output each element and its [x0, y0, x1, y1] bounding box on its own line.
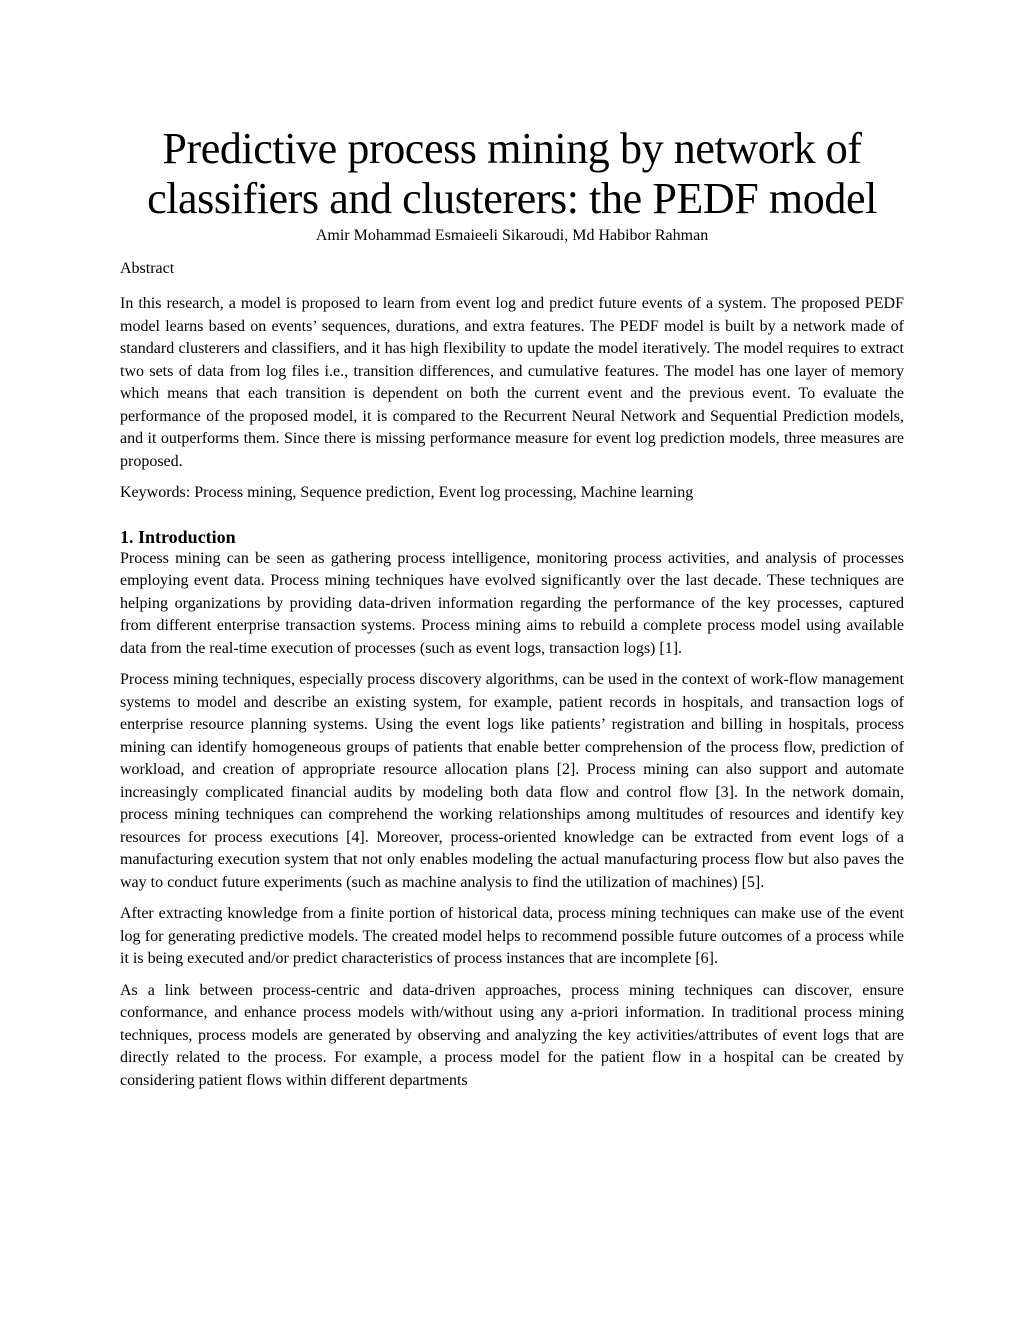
- paper-title: [120, 124, 904, 224]
- intro-paragraph-3: After extracting knowledge from a finite portion of historical data, process mining techniques can make use of the event log for generating predictive models. The created model helps to recommend possible future outcomes of a process while it is being executed and/or predict characteristics of process instances that are incomplete [6].: [120, 905, 904, 967]
- abstract-heading: Abstract: [120, 260, 175, 277]
- intro-paragraph-2: Process mining techniques, especially process discovery algorithms, can be used in the context of work-flow management systems to model and describe an existing system, for example, patient records in hospitals, and transaction logs of enterprise resource planning systems. Using the event logs like patients’ registration and billing in hospitals, process mining can identify homogeneous groups of patients that enable better comprehension of the process flow, prediction of workload, and creation of appropriate resource allocation plans [2]. Process mining can also support and automate increasingly complicated financial audits by modeling both data flow and control flow [3]. In the network domain, process mining techniques can comprehend the working relationships among multitudes of resources and identify key resources for process executions [4]. Moreover, process-oriented knowledge can be extracted from event logs of a manufacturing execution system that not only enables modeling the actual manufacturing process flow but also paves the way to conduct future experiments (such as machine analysis to find the utilization of machines) [5].: [120, 671, 904, 891]
- title-line-1: Predictive process mining by network of: [162, 124, 862, 173]
- author-list: Amir Mohammad Esmaieeli Sikaroudi, Md Habibor Rahman: [315, 227, 709, 244]
- keywords: Keywords: Process mining, Sequence prediction, Event log processing, Machine learning: [120, 484, 694, 501]
- abstract-text: In this research, a model is proposed to learn from event log and predict future events of a system. The proposed PEDF model learns based on events’ sequences, durations, and extra features. The PEDF model is built by a network made of standard clusterers and classifiers, and it has high flexibility to update the model iteratively. The model requires to extract two sets of data from log files i.e., transition differences, and cumulative features. The model has one layer of memory which means that each transition is dependent on both the current event and the previous event. To evaluate the performance of the proposed model, it is compared to the Recurrent Neural Network and Sequential Prediction models, and it outperforms them. Since there is missing performance measure for event log prediction models, three measures are proposed.: [120, 295, 904, 470]
- section-heading-introduction: 1. Introduction: [120, 526, 236, 547]
- intro-paragraph-4: As a link between process-centric and data-driven approaches, process mining techniques can discover, ensure conformance, and enhance process models with/without using any a-priori information. In traditional process mining techniques, process models are generated by observing and analyzing the key activities/attributes of event logs that are directly related to the process. For example, a process model for the patient flow in a hospital can be created by considering patient flows within different departments: [120, 981, 904, 1089]
- intro-paragraph-1: Process mining can be seen as gathering process intelligence, monitoring process activities, and analysis of processes employing event data. Process mining techniques have evolved significantly over the last decade. These techniques are helping organizations by providing data-driven information regarding the performance of the key processes, captured from different enterprise transaction systems. Process mining aims to rebuild a complete process model using available data from the real-time execution of processes (such as event logs, transaction logs) [1].: [120, 549, 904, 657]
- paper-page: [120, 124, 904, 1092]
- title-line-2: classifiers and clusterers: the PEDF model: [147, 174, 877, 223]
